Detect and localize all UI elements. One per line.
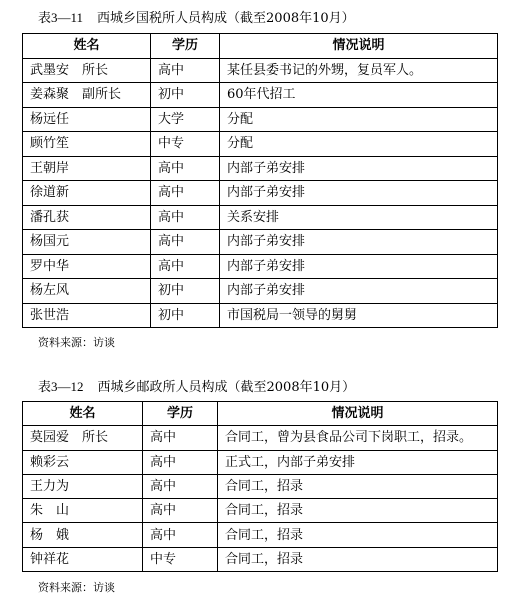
staff-table-tax	[22, 33, 498, 328]
column-header-remarks: 情况说明	[220, 34, 498, 59]
cell-education: 初中	[151, 303, 220, 328]
cell-education: 高中	[143, 450, 218, 474]
cell-name: 钟祥花	[23, 547, 143, 571]
source-note: 资料来源：访谈	[38, 336, 115, 349]
cell-education: 高中	[143, 426, 218, 450]
table-row	[23, 107, 498, 132]
table-title: 西城乡邮政所人员构成（截至2008年10月）	[97, 380, 356, 395]
table-header-row	[23, 34, 498, 59]
table-number: 表3—12	[38, 379, 84, 394]
column-header-name: 姓名	[23, 34, 151, 59]
cell-education: 初中	[151, 279, 220, 304]
table-row	[23, 499, 498, 523]
cell-remarks: 内部子弟安排	[220, 279, 498, 304]
cell-education: 高中	[143, 523, 218, 547]
cell-name: 顾竹笙	[23, 132, 151, 157]
cell-remarks: 分配	[220, 107, 498, 132]
cell-name: 徐道新	[23, 181, 151, 206]
column-header-education: 学历	[151, 34, 220, 59]
cell-name: 武墨安 所长	[23, 58, 151, 83]
cell-remarks: 内部子弟安排	[220, 230, 498, 255]
table-row	[23, 426, 498, 450]
cell-name: 杨远任	[23, 107, 151, 132]
cell-education: 高中	[151, 58, 220, 83]
table-row	[23, 58, 498, 83]
cell-education: 高中	[151, 181, 220, 206]
cell-remarks: 内部子弟安排	[220, 156, 498, 181]
cell-remarks: 合同工，招录	[218, 499, 498, 523]
cell-remarks: 内部子弟安排	[220, 181, 498, 206]
cell-name: 王力为	[23, 474, 143, 498]
column-header-name: 姓名	[23, 402, 143, 426]
cell-education: 初中	[151, 83, 220, 108]
cell-name: 王朝岸	[23, 156, 151, 181]
cell-name: 莫园爱 所长	[23, 426, 143, 450]
cell-education: 高中	[151, 156, 220, 181]
cell-name: 潘孔获	[23, 205, 151, 230]
cell-name: 张世浩	[23, 303, 151, 328]
source-note: 资料来源：访谈	[38, 581, 115, 594]
cell-name: 杨 娥	[23, 523, 143, 547]
cell-education: 中专	[151, 132, 220, 157]
cell-education: 高中	[151, 205, 220, 230]
table-row	[23, 547, 498, 571]
cell-remarks: 合同工，招录	[218, 523, 498, 547]
cell-remarks: 正式工，内部子弟安排	[218, 450, 498, 474]
cell-name: 赖彩云	[23, 450, 143, 474]
column-header-remarks: 情况说明	[218, 402, 498, 426]
table-row	[23, 230, 498, 255]
cell-education: 高中	[151, 230, 220, 255]
table-row	[23, 205, 498, 230]
table-number: 表3—11	[38, 10, 84, 25]
table-row	[23, 254, 498, 279]
cell-education: 大学	[151, 107, 220, 132]
table-caption	[38, 10, 355, 27]
cell-education: 中专	[143, 547, 218, 571]
cell-education: 高中	[143, 499, 218, 523]
cell-remarks: 某任县委书记的外甥，复员军人。	[220, 58, 498, 83]
cell-remarks: 合同工，曾为县食品公司下岗职工，招录。	[218, 426, 498, 450]
table-row	[23, 83, 498, 108]
staff-table-post	[22, 401, 498, 572]
cell-name: 朱 山	[23, 499, 143, 523]
cell-remarks: 合同工，招录	[218, 474, 498, 498]
table-row	[23, 156, 498, 181]
cell-name: 杨左风	[23, 279, 151, 304]
cell-remarks: 合同工，招录	[218, 547, 498, 571]
cell-remarks: 市国税局一领导的舅舅	[220, 303, 498, 328]
table-row	[23, 132, 498, 157]
cell-name: 杨国元	[23, 230, 151, 255]
table-title: 西城乡国税所人员构成（截至2008年10月）	[97, 11, 355, 26]
cell-remarks: 60年代招工	[220, 83, 498, 108]
cell-name: 罗中华	[23, 254, 151, 279]
table-row	[23, 181, 498, 206]
cell-name: 姜森聚 副所长	[23, 83, 151, 108]
table-row	[23, 523, 498, 547]
table-row	[23, 450, 498, 474]
table-header-row	[23, 402, 498, 426]
table-caption	[38, 379, 355, 396]
table-row	[23, 303, 498, 328]
table-row	[23, 279, 498, 304]
cell-education: 高中	[151, 254, 220, 279]
cell-remarks: 关系安排	[220, 205, 498, 230]
cell-remarks: 内部子弟安排	[220, 254, 498, 279]
cell-education: 高中	[143, 474, 218, 498]
table-row	[23, 474, 498, 498]
column-header-education: 学历	[143, 402, 218, 426]
cell-remarks: 分配	[220, 132, 498, 157]
